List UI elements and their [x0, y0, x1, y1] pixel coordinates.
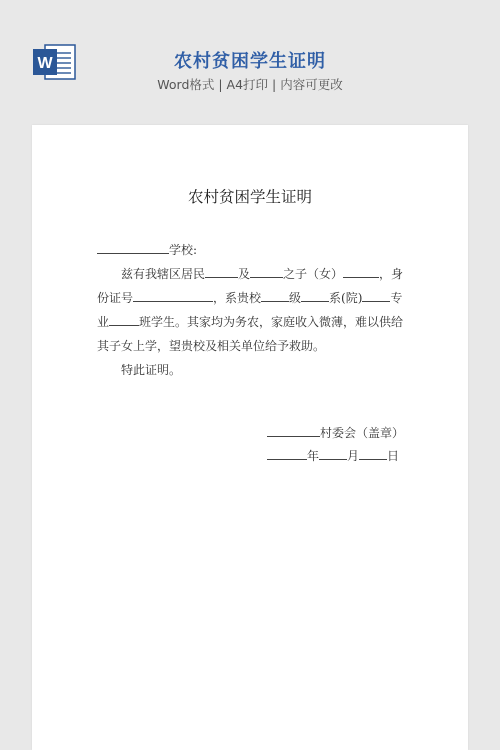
class-blank[interactable]: [109, 311, 139, 326]
resident-1-blank[interactable]: [205, 263, 238, 278]
signature-date-line: [267, 445, 399, 464]
major-blank[interactable]: [362, 287, 390, 302]
text-department: 系(院): [329, 291, 363, 305]
month-blank[interactable]: [319, 445, 347, 460]
year-blank[interactable]: [267, 445, 307, 460]
school-suffix: 学校:: [169, 243, 198, 257]
text-child: 之子（女）: [283, 267, 344, 281]
year-label: 年: [307, 449, 320, 463]
text-id-number: 份证号: [97, 291, 134, 305]
month-label: 月: [347, 449, 360, 463]
text-residents: 兹有我辖区居民: [121, 267, 206, 281]
document-title: 农村贫困学生证明: [187, 188, 312, 206]
page-title: 农村贫困学生证明: [174, 51, 326, 72]
child-name-blank[interactable]: [343, 263, 379, 278]
paragraph-line-3: [97, 310, 403, 334]
paragraph-certify: 特此证明。: [121, 363, 182, 377]
department-blank[interactable]: [301, 287, 329, 302]
resident-2-blank[interactable]: [250, 263, 283, 278]
text-and: 及: [238, 267, 251, 281]
paragraph-line-4: 其子女上学，望贵校及相关单位给予救助。: [97, 339, 326, 353]
text-id-start: ，身: [379, 267, 404, 281]
paragraph-line-1: [97, 262, 403, 286]
word-icon-letter: W: [37, 55, 53, 72]
school-name-blank[interactable]: [97, 239, 169, 254]
text-class-student: 班学生。其家均为务农，家庭收入微薄，难以供给: [139, 315, 404, 329]
text-your-school: ，系贵校: [213, 291, 262, 305]
village-name-blank[interactable]: [267, 422, 320, 437]
signature-committee-line: [267, 422, 404, 441]
header: [0, 0, 500, 120]
grade-blank[interactable]: [261, 287, 289, 302]
page-subtitle: Word格式 | A4打印 | 内容可更改: [157, 77, 343, 92]
document-body: [97, 238, 403, 382]
day-label: 日: [387, 449, 400, 463]
paragraph-line-2: [97, 286, 403, 310]
document-paper: [32, 125, 468, 750]
id-number-blank[interactable]: [133, 287, 213, 302]
day-blank[interactable]: [359, 445, 387, 460]
committee-seal-label: 村委会（盖章）: [320, 426, 405, 440]
school-line: [97, 238, 403, 262]
text-grade: 级: [289, 291, 302, 305]
text-major-end: 业: [97, 315, 110, 329]
text-major-start: 专: [390, 291, 403, 305]
